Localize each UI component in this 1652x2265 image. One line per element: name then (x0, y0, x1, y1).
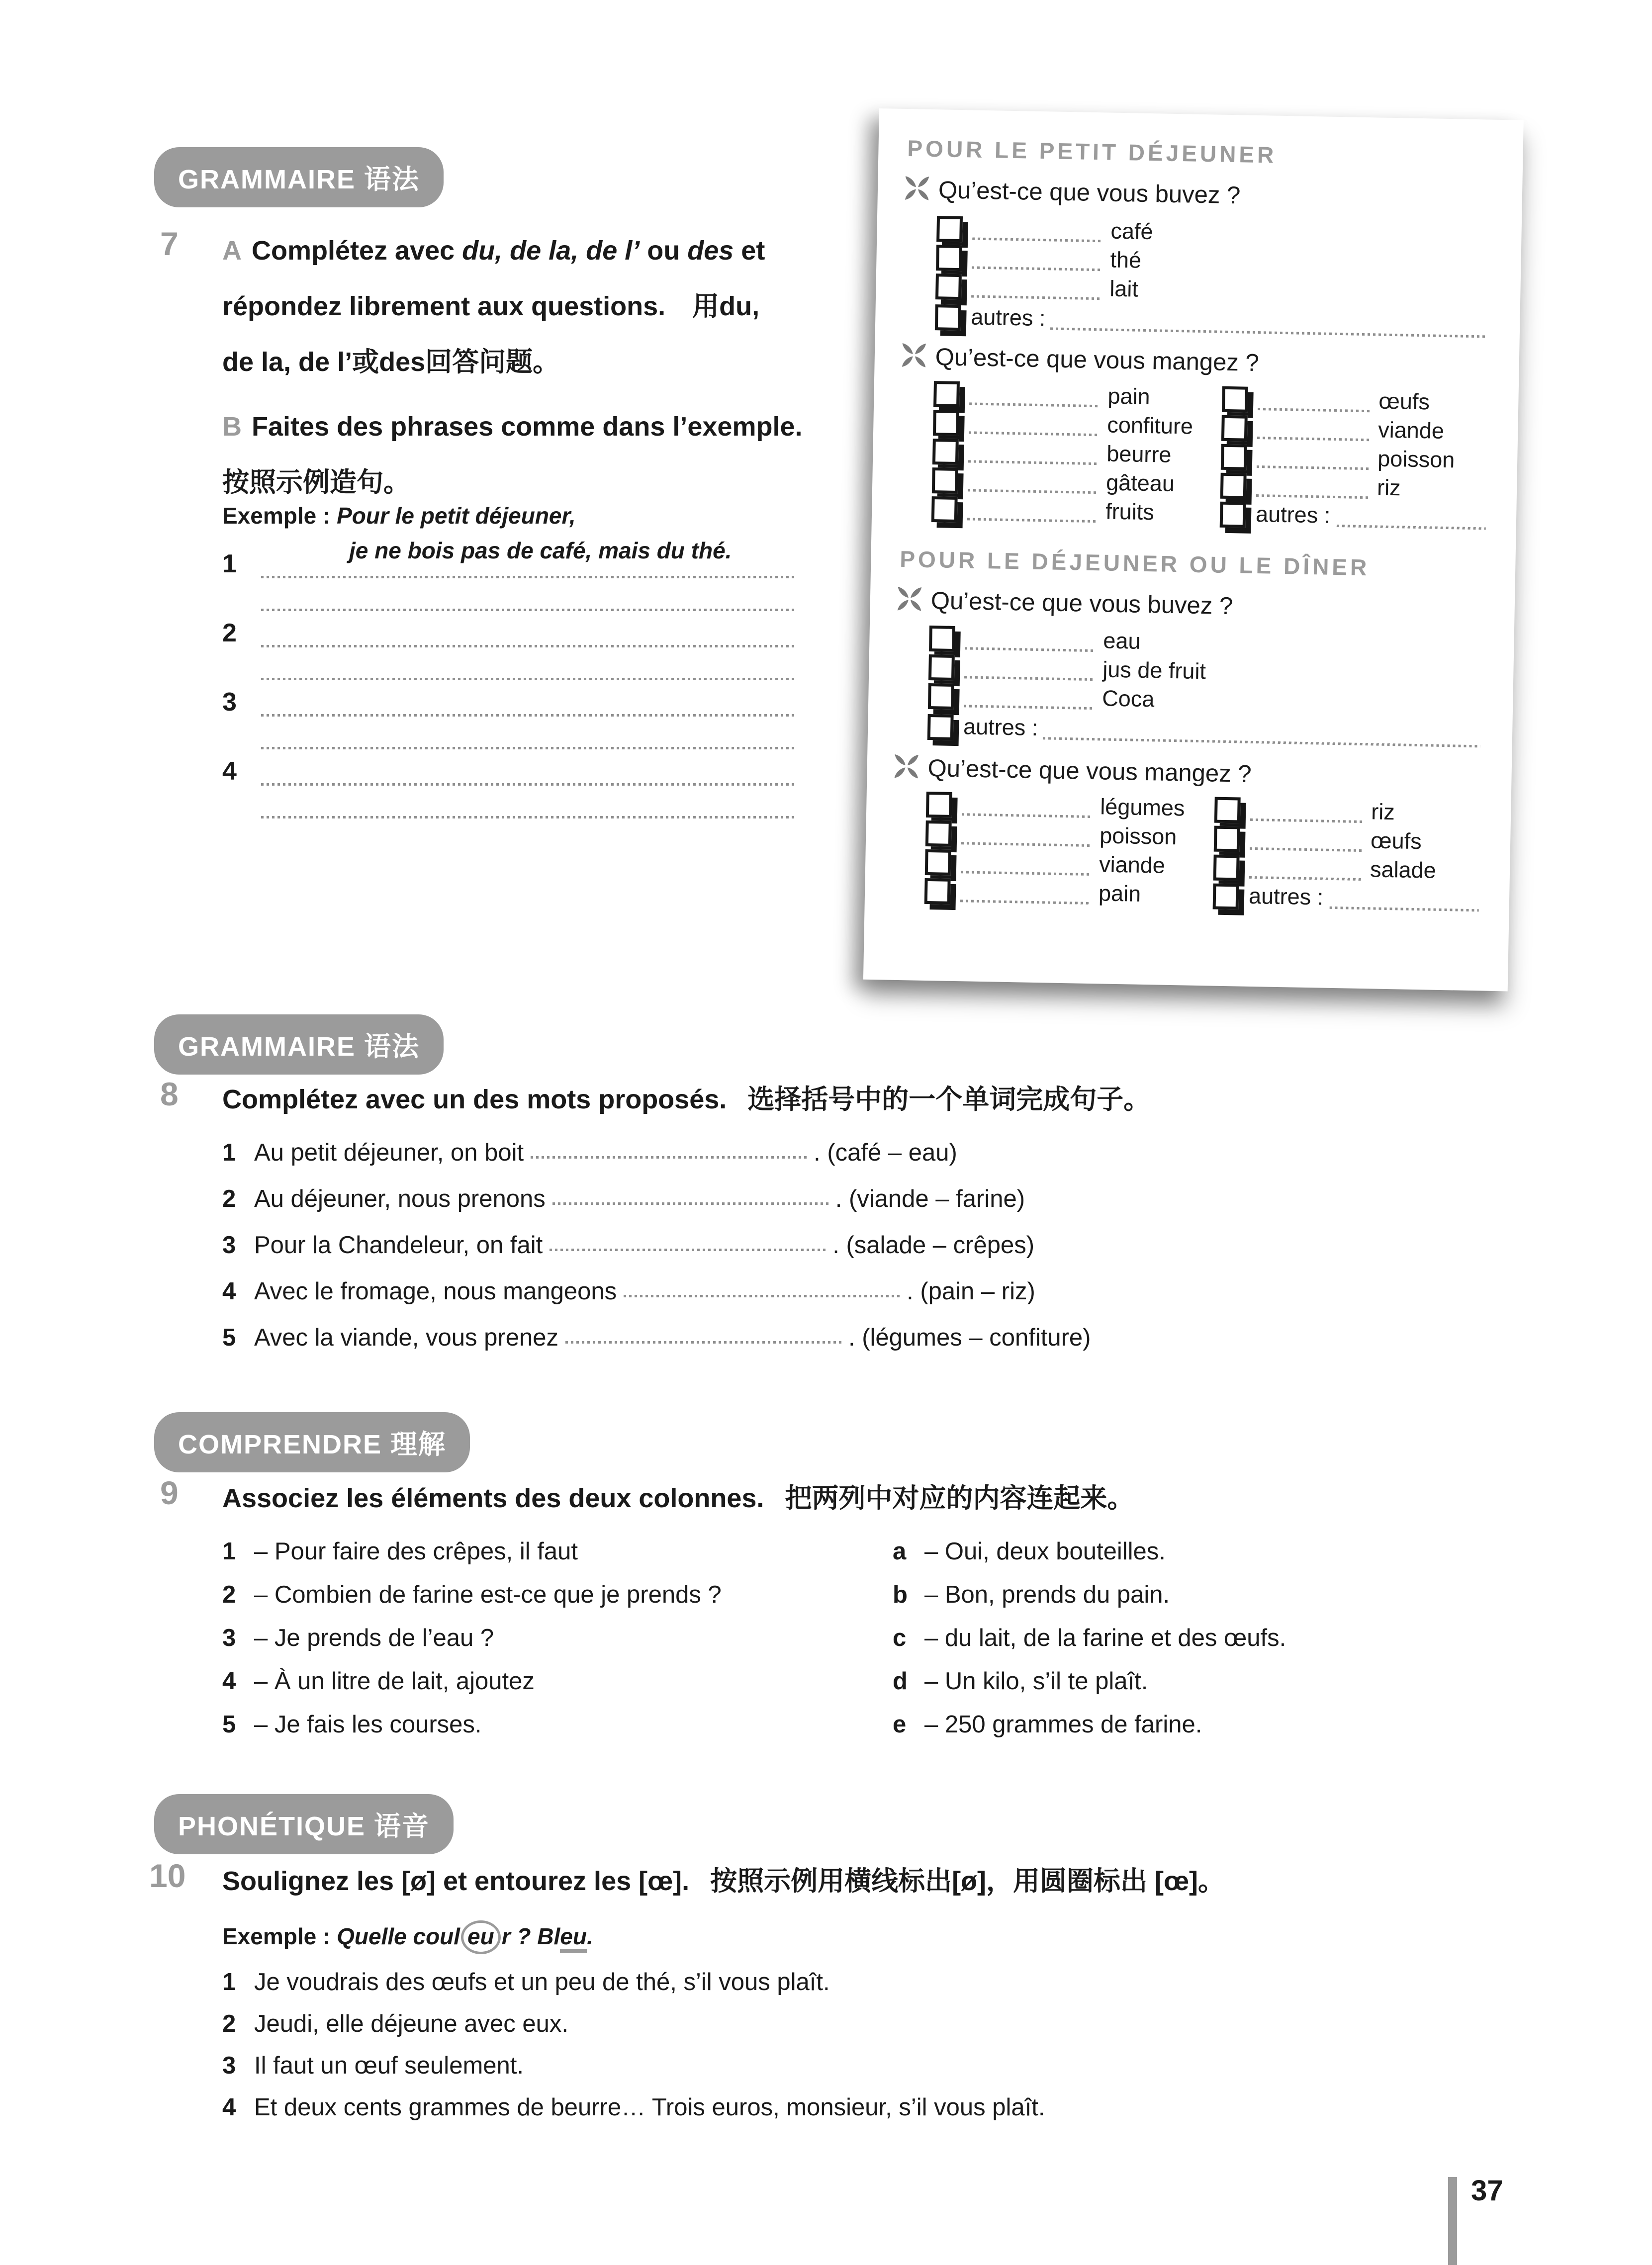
exercise-9-left-column (222, 1538, 722, 1754)
checkbox[interactable] (932, 467, 958, 494)
ex9-left-5: 5 – Je fais les courses. (222, 1711, 482, 1738)
write-line[interactable] (972, 237, 1102, 242)
badge-grammaire-2: GRAMMAIRE 语法 (154, 1014, 444, 1075)
circled-sound: eu (461, 1920, 501, 1954)
question-mangez-2: Qu’est-ce que vous mangez ? (893, 753, 1252, 788)
choice-row-confiture: confiture viande (873, 409, 1518, 449)
write-line[interactable] (967, 518, 1098, 523)
ex10-item-4: 4 Et deux cents grammes de beurre… Trois euros, monsieur, s’il vous plaît. (222, 2094, 1045, 2121)
checkbox[interactable] (1214, 797, 1241, 823)
choice-row-coca: Coca (868, 682, 1513, 722)
badge-phonetique: PHONÉTIQUE 语音 (154, 1794, 454, 1854)
checkbox[interactable] (928, 683, 954, 710)
checkbox[interactable] (1221, 415, 1248, 442)
exercise-10-title: Soulignez les [ø] et entourez les [œ]. 按照示例用横线标出[ø]，用圆圈标出 [œ]。 (222, 1866, 1225, 1896)
part-b-label: B (222, 412, 242, 442)
exercise-7-answer-lines (222, 546, 794, 822)
answer-item-3 (222, 684, 794, 753)
write-line[interactable] (972, 266, 1102, 271)
exercise-8-items (222, 1139, 1091, 1370)
write-line[interactable] (1250, 818, 1364, 823)
ex8-item-5: 5 Avec la viande, vous prenez . (légumes – confiture) (222, 1324, 1091, 1351)
ex7-line-a3: de la, de l’或des回答问题。 (222, 347, 560, 377)
choice-row-pain-autres: pain autres : (865, 877, 1510, 917)
write-line[interactable] (960, 900, 1091, 905)
ex9-right-e: e – 250 grammes de farine. (893, 1711, 1202, 1738)
exercise-10-items (222, 1968, 1045, 2135)
choice-row-pain: pain œufs (874, 380, 1519, 420)
ex8-item-1: 1 Au petit déjeuner, on boit . (café – eau) (222, 1139, 957, 1166)
write-line[interactable] (261, 714, 794, 717)
fill-blank[interactable] (565, 1341, 841, 1344)
write-line[interactable] (964, 705, 1094, 710)
write-line[interactable] (261, 783, 794, 786)
badge-grammaire-1: GRAMMAIRE 语法 (154, 147, 444, 207)
choice-row-fruits-autres: fruits autres : (872, 495, 1517, 535)
ex8-item-2: 2 Au déjeuner, nous prenons . (viande – farine) (222, 1185, 1025, 1212)
ex7-line-b1: B Faites des phrases comme dans l’exemple. (222, 412, 803, 442)
question-buvez-2: Qu’est-ce que vous buvez ? (896, 585, 1233, 620)
ex10-item-3: 3 Il faut un œuf seulement. (222, 2052, 524, 2079)
choice-row-autres-2: autres : (868, 713, 1513, 753)
exercise-9-right-column (893, 1538, 1286, 1754)
ex9-right-c: c – du lait, de la farine et des œufs. (893, 1625, 1286, 1651)
fill-blank[interactable] (550, 1249, 826, 1251)
answer-item-2 (222, 615, 794, 684)
four-petal-flower-icon (896, 585, 923, 613)
exercise-9-title: Associez les éléments des deux colonnes. 把两列中对应的内容连起来。 (222, 1483, 1134, 1513)
checkbox[interactable] (925, 820, 952, 847)
exercise-8-number: 8 (160, 1076, 179, 1112)
checkbox[interactable] (933, 381, 960, 407)
ex9-left-4: 4 – À un litre de lait, ajoutez (222, 1668, 535, 1695)
checkbox[interactable] (936, 245, 962, 271)
write-line[interactable] (1050, 327, 1488, 338)
card-title-dejeuner-diner: POUR LE DÉJEUNER OU LE DÎNER (899, 545, 1370, 581)
ex9-left-3: 3 – Je prends de l’eau ? (222, 1625, 494, 1651)
answer-item-4 (222, 753, 794, 822)
ex9-left-1: 1 – Pour faire des crêpes, il faut (222, 1538, 578, 1565)
write-line[interactable] (261, 609, 794, 611)
item-number: 3 (222, 688, 237, 717)
checkbox[interactable] (1214, 826, 1240, 852)
question-mangez-1: Qu’est-ce que vous mangez ? (900, 342, 1259, 377)
write-line[interactable] (964, 676, 1095, 681)
ex7-line-a2: répondez librement aux questions. 用du, (222, 291, 760, 321)
ex9-left-2: 2 – Combien de farine est-ce que je prends ? (222, 1581, 722, 1608)
write-line[interactable] (1257, 465, 1370, 470)
exercise-7-number: 7 (160, 225, 179, 262)
choice-row-eau: eau (869, 625, 1514, 664)
checkbox[interactable] (935, 273, 962, 300)
write-line[interactable] (1258, 408, 1371, 412)
checkbox[interactable] (1213, 855, 1240, 881)
checkbox[interactable] (926, 792, 952, 818)
choice-row-poisson-2: poisson œufs (866, 819, 1511, 859)
write-line[interactable] (1257, 437, 1371, 441)
checkbox[interactable] (1222, 386, 1248, 413)
write-line[interactable] (1256, 494, 1370, 499)
badge-comprendre: COMPRENDRE 理解 (154, 1412, 470, 1472)
write-line[interactable] (1250, 847, 1363, 852)
ex10-item-2: 2 Jeudi, elle déjeune avec eux. (222, 2010, 568, 2037)
exercise-10-example: Exemple : Quelle coul eu r ? Bleu. (222, 1920, 593, 1954)
choice-row-gateau: gâteau riz (872, 466, 1517, 506)
four-petal-flower-icon (893, 753, 920, 780)
checkbox[interactable] (1213, 884, 1239, 910)
choice-row-viande-2: viande salade (865, 848, 1510, 888)
write-line[interactable] (1337, 525, 1486, 530)
four-petal-flower-icon (900, 342, 927, 369)
fill-blank[interactable] (531, 1156, 807, 1159)
ex8-item-3: 3 Pour la Chandeleur, on fait . (salade – crêpes) (222, 1232, 1035, 1259)
ex7-line-b2: 按照示例造句。 (222, 467, 410, 497)
write-line[interactable] (969, 431, 1099, 436)
checkbox[interactable] (1221, 444, 1247, 470)
checkbox[interactable] (929, 626, 955, 652)
item-number: 2 (222, 619, 237, 647)
ex8-item-4: 4 Avec le fromage, nous mangeons . (pain – riz) (222, 1278, 1035, 1305)
part-a-label: A (222, 236, 242, 266)
page-number-bar (1448, 2177, 1457, 2265)
write-line[interactable] (261, 747, 794, 749)
choice-row-lait: lait (876, 272, 1521, 312)
checkbox[interactable] (927, 714, 954, 740)
underlined-sound: eu (560, 1923, 587, 1953)
checkbox[interactable] (1220, 473, 1247, 499)
answer-item-1 (222, 546, 794, 615)
exercise-7-instructions (222, 223, 834, 510)
choice-row-the: thé (876, 244, 1521, 283)
ex10-item-1: 1 Je voudrais des œufs et un peu de thé, s’il vous plaît. (222, 1969, 830, 1995)
checkbox[interactable] (935, 304, 961, 331)
item-number: 1 (222, 549, 237, 578)
four-petal-flower-icon (904, 175, 931, 202)
choice-row-legumes: légumes riz (866, 791, 1511, 830)
page-number: 37 (1471, 2174, 1503, 2207)
choice-row-beurre: beurre poisson (873, 438, 1518, 477)
example-label: Exemple : (222, 503, 331, 529)
write-line[interactable] (261, 816, 794, 818)
write-line[interactable] (971, 295, 1101, 300)
questionnaire-card (863, 108, 1524, 991)
ex9-right-d: d – Un kilo, s’il te plaît. (893, 1668, 1148, 1695)
checkbox[interactable] (924, 878, 951, 905)
write-line[interactable] (962, 813, 1092, 818)
checkbox[interactable] (1220, 502, 1246, 528)
checkbox[interactable] (936, 216, 963, 242)
write-line[interactable] (968, 489, 1098, 494)
checkbox[interactable] (932, 439, 959, 465)
write-line[interactable] (961, 842, 1092, 847)
ex7-line-a1: A Complétez avec du, de la, de l’ ou des et (222, 236, 765, 266)
choice-row-jus-de-fruit: jus de fruit (869, 653, 1514, 693)
example-label: Exemple : (222, 1923, 331, 1949)
write-line[interactable] (1330, 906, 1479, 911)
checkbox[interactable] (931, 496, 958, 523)
choice-row-autres-1: autres : (875, 303, 1520, 343)
exercise-8-title: Complétez avec un des mots proposés. 选择括号中的一个单词完成句子。 (222, 1085, 1151, 1114)
choice-row-cafe: café (877, 215, 1522, 255)
write-line[interactable] (969, 402, 1100, 407)
ex9-right-b: b – Bon, prends du pain. (893, 1581, 1170, 1608)
item-number: 4 (222, 757, 237, 786)
write-line[interactable] (965, 647, 1095, 652)
checkbox[interactable] (925, 849, 951, 876)
exercise-10-number: 10 (149, 1857, 186, 1894)
write-line[interactable] (261, 576, 794, 578)
question-buvez-1: Qu’est-ce que vous buvez ? (904, 175, 1241, 209)
checkbox[interactable] (928, 654, 955, 681)
ex9-right-a: a – Oui, deux bouteilles. (893, 1538, 1166, 1565)
write-line[interactable] (1249, 876, 1363, 881)
exercise-9-number: 9 (160, 1474, 179, 1511)
write-line[interactable] (1043, 737, 1480, 747)
card-title-petit-dejeuner: POUR LE PETIT DÉJEUNER (907, 135, 1277, 168)
write-line[interactable] (261, 645, 794, 647)
write-line[interactable] (261, 678, 794, 680)
exercise-7-example: Exemple : Pour le petit déjeuner, je ne bois pas de café, mais du thé. (222, 503, 732, 563)
write-line[interactable] (968, 460, 1099, 465)
write-line[interactable] (961, 871, 1091, 876)
checkbox[interactable] (933, 410, 959, 436)
fill-blank[interactable] (552, 1202, 828, 1205)
fill-blank[interactable] (624, 1295, 900, 1297)
